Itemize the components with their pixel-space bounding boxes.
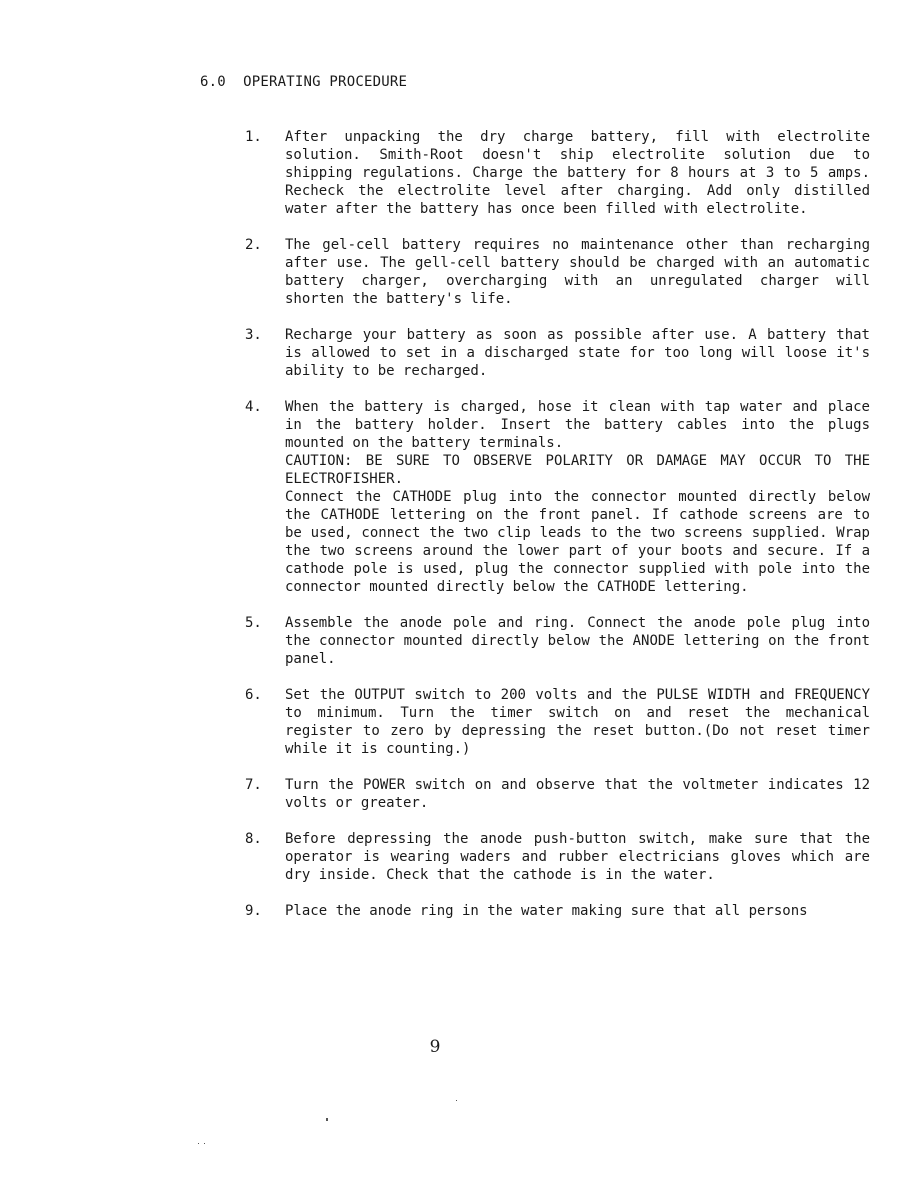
step-number: 7. [245,777,262,793]
procedure-step-7 [240,776,870,812]
step-text: Recharge your battery as soon as possible after use. A battery that is allowed to set in a discharged state for too long will loose it's ability to be recharged. [285,327,870,379]
step-text: Turn the POWER switch on and observe that the voltmeter indicates 12 volts or greater. [285,777,870,811]
step-number: 3. [245,327,262,343]
procedure-step-8 [240,830,870,884]
step-text: Set the OUTPUT switch to 200 volts and the PULSE WIDTH and FREQUENCY to minimum. Turn the timer switch on and reset the mechanical register to zero by depressing the reset button.(Do not reset timer while it is counting.) [285,687,870,757]
step-text: Assemble the anode pole and ring. Connect the anode pole plug into the connector mounted directly below the ANODE lettering on the front panel. [285,615,870,667]
step-text: The gel-cell battery requires no maintenance other than recharging after use. The gell-cell battery should be charged with an automatic battery charger, overcharging with an unregulated charger will shorten the battery's life. [285,237,870,307]
procedure-step-5 [240,614,870,668]
scan-speck [204,1143,205,1144]
procedure-step-4 [240,398,870,596]
page-number: 9 [429,1037,441,1057]
step-number: 4. [245,399,262,415]
scan-speck [456,1100,457,1101]
step-text: Before depressing the anode push-button switch, make sure that the operator is wearing waders and rubber electricians gloves which are dry inside. Check that the cathode is in the water. [285,831,870,883]
step-number: 5. [245,615,262,631]
step-number: 9. [245,903,262,919]
scan-speck [198,1143,199,1144]
step-number: 2. [245,237,262,253]
procedure-step-6 [240,686,870,758]
procedure-step-3 [240,326,870,380]
step-text: Place the anode ring in the water making sure that all persons [285,903,808,919]
section-heading: 6.0 OPERATING PROCEDURE [200,74,408,90]
procedure-step-2 [240,236,870,308]
procedure-step-1 [240,128,870,218]
procedure-list [240,128,870,920]
step-number: 8. [245,831,262,847]
step-number: 1. [245,129,262,145]
step-text: When the battery is charged, hose it clean with tap water and place in the battery holder. Insert the battery cables into the plugs mounted on the battery terminals. [285,399,870,451]
step-text-continued: Connect the CATHODE plug into the connector mounted directly below the CATHODE lettering on the front panel. If cathode screens are to be used, connect the two clip leads to the two screens supplied. Wrap the two screens around the lower part of your boots and secure. If a cathode pole is used, plug the connector supplied with pole into the connector mounted directly below the CATHODE lettering. [285,489,870,595]
step-text: After unpacking the dry charge battery, fill with electrolite solution. Smith-Root doesn't ship electrolite solution due to shipping regulations. Charge the battery for 8 hours at 3 to 5 amps. Recheck the electrolite level after charging. Add only distilled water after the battery has once been filled with electrolite. [285,129,870,217]
caution-note: CAUTION: BE SURE TO OBSERVE POLARITY OR DAMAGE MAY OCCUR TO THE ELECTROFISHER. [285,453,870,487]
step-number: 6. [245,687,262,703]
scan-speck [326,1118,328,1121]
procedure-step-9 [240,902,870,920]
